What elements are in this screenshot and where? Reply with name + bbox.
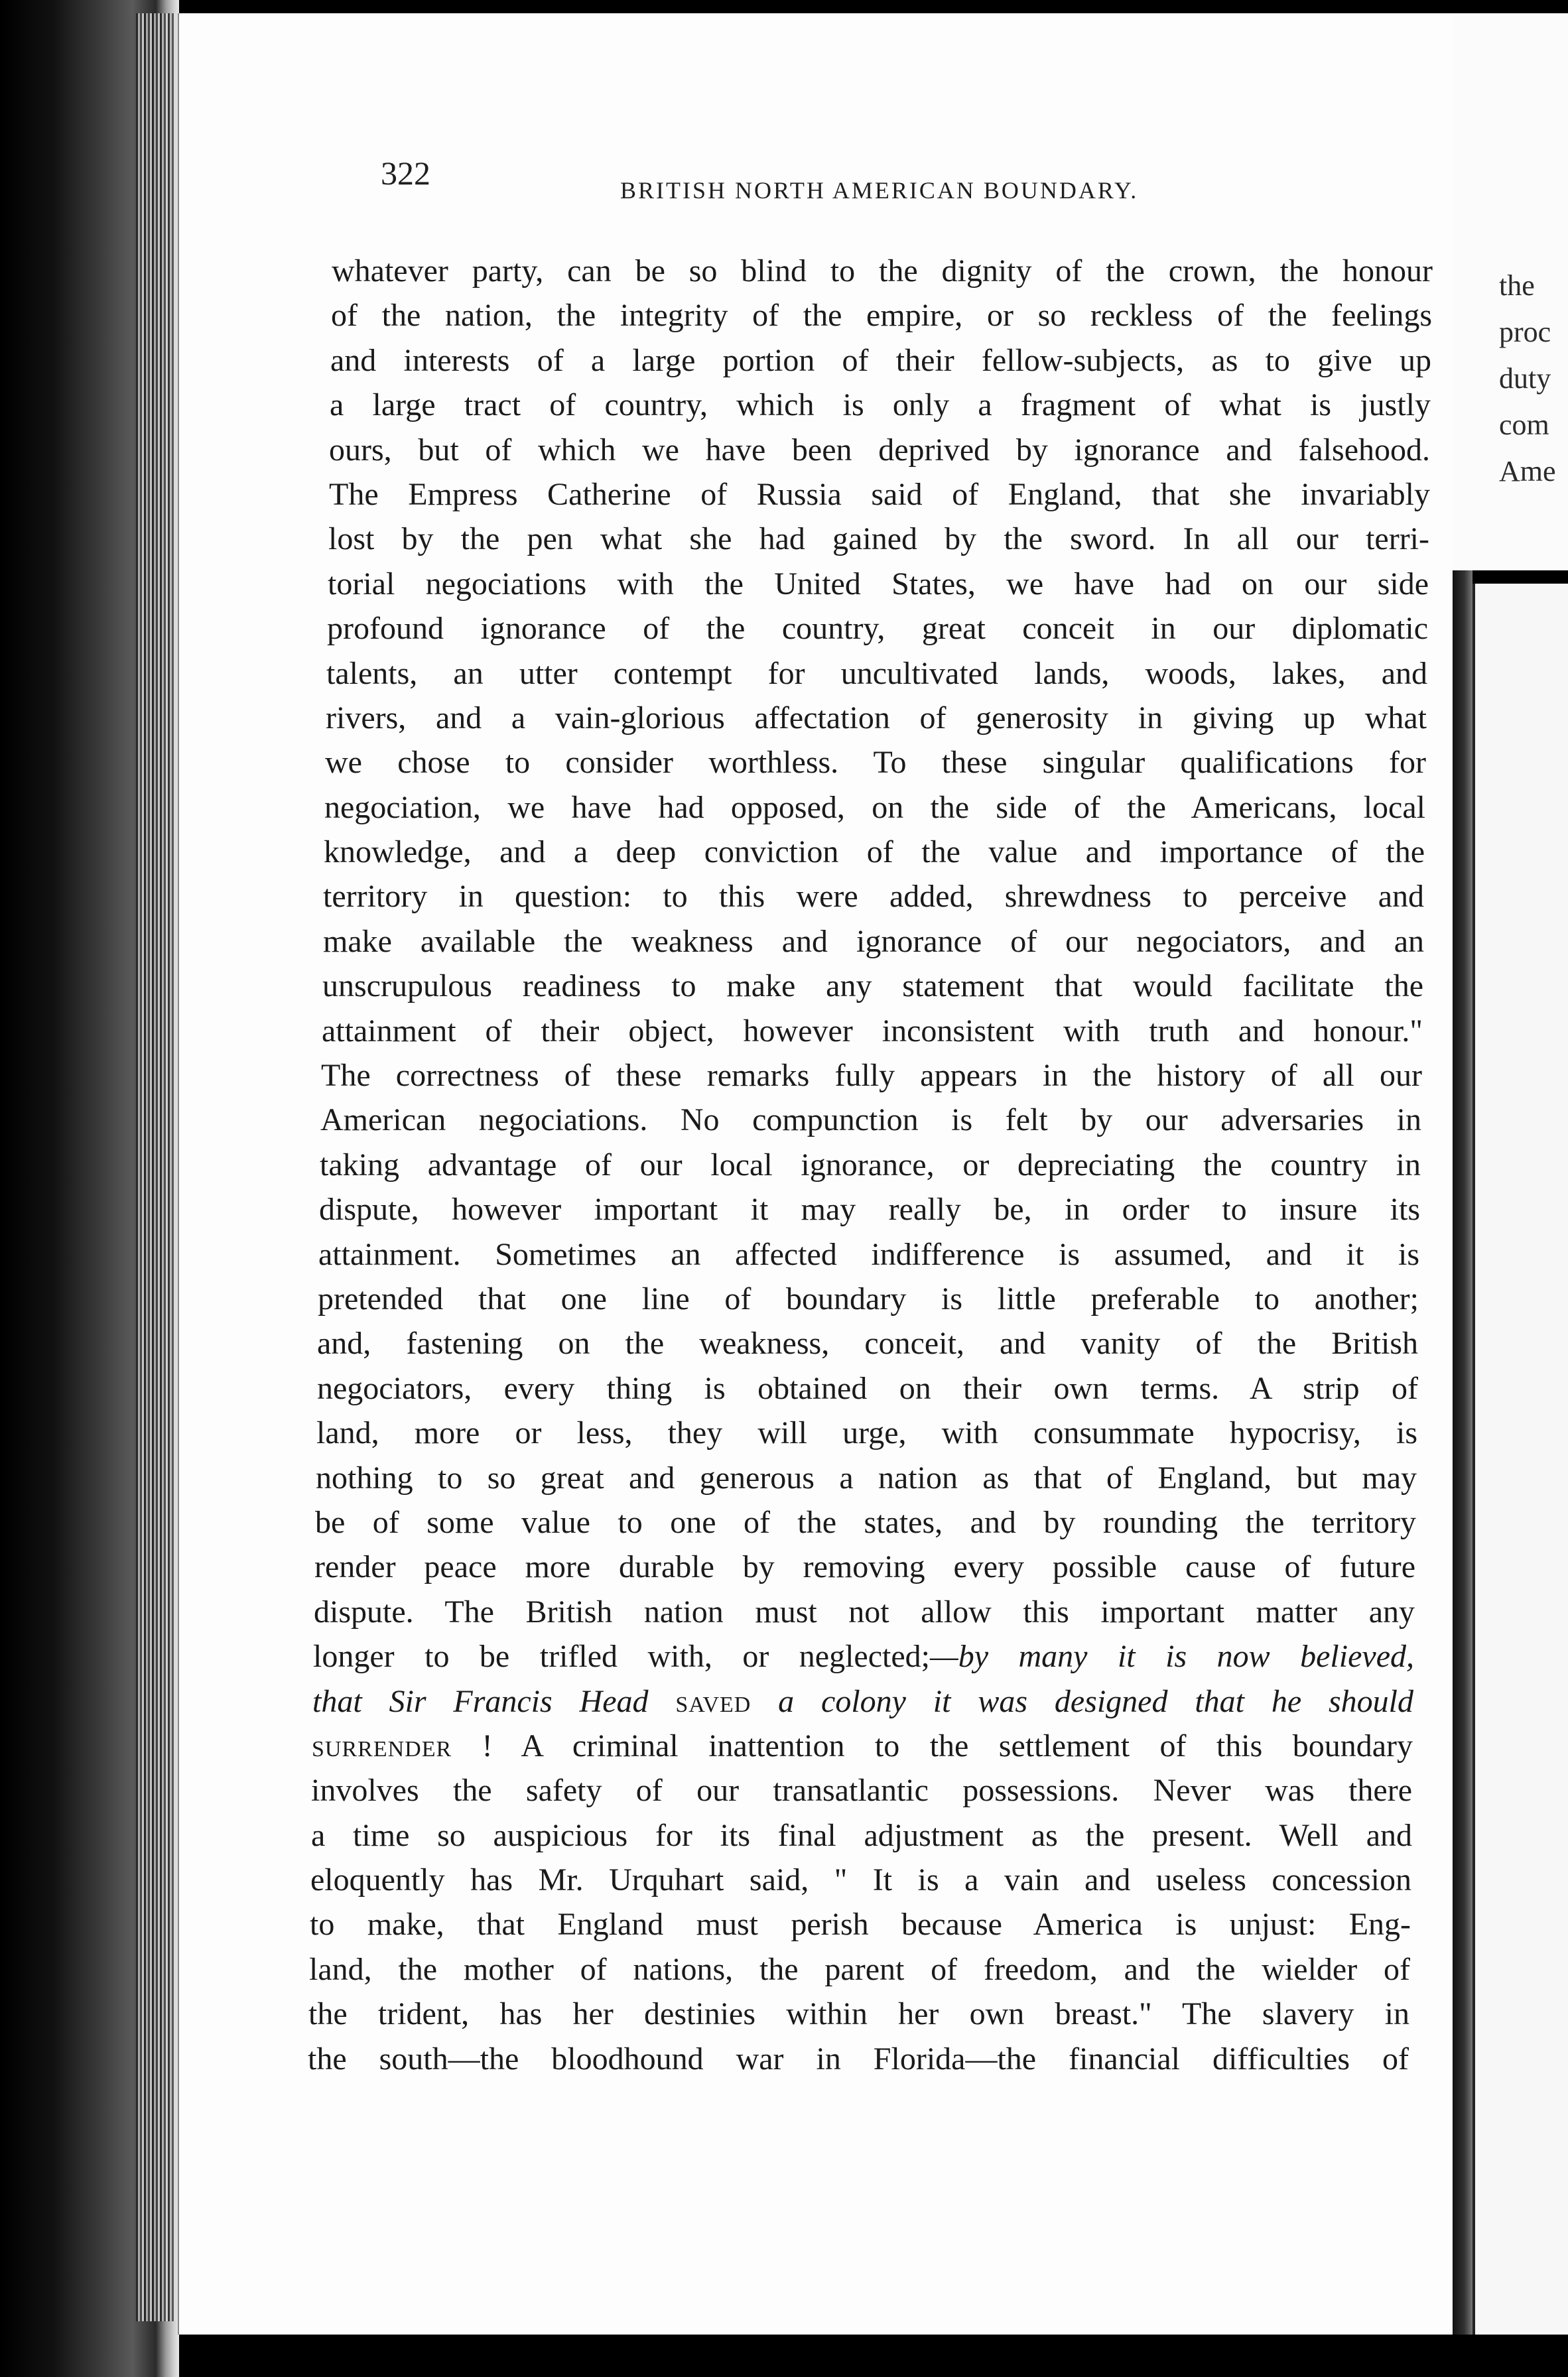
text-line	[314, 1545, 1415, 1589]
text-line	[329, 428, 1430, 472]
line-text: American negociations. No compunction is felt by our adversaries in	[320, 1102, 1421, 1138]
line-text: make available the weakness and ignorance of our negociators, and an	[323, 923, 1424, 959]
text-line	[324, 830, 1425, 874]
text-line	[313, 1634, 1414, 1679]
text-line	[318, 1277, 1419, 1321]
text-line	[330, 383, 1431, 427]
line-text: ours, but of which we have been deprived by ignorance and falsehood.	[329, 432, 1430, 468]
facing-page	[1453, 13, 1568, 570]
line-text: we chose to consider worthless. To these singular qualifications for	[325, 745, 1426, 781]
line-text: involves the safety of our transatlantic possessions. Never was there	[311, 1773, 1412, 1809]
line-text: The correctness of these remarks fully appears in the history of all our	[321, 1058, 1422, 1094]
text-line	[323, 874, 1424, 919]
line-text: profound ignorance of the country, great conceit in our diplomatic	[327, 611, 1428, 647]
text-line	[311, 1768, 1412, 1813]
text-line	[330, 338, 1431, 383]
running-title: BRITISH NORTH AMERICAN BOUNDARY.	[620, 177, 1139, 204]
text-line	[323, 919, 1424, 964]
line-text: lost by the pen what she had gained by the sword. In all our terri-	[328, 521, 1429, 557]
text-line	[321, 1053, 1422, 1098]
text-line	[322, 1009, 1423, 1053]
italic-text: —by many it is now believed,	[930, 1639, 1414, 1675]
text-line	[310, 1902, 1411, 1947]
text-line	[326, 651, 1427, 696]
text-line	[311, 1813, 1412, 1858]
page-number: 322	[381, 155, 430, 192]
text-line	[308, 2037, 1409, 2081]
italic-text: that Sir Francis Head	[312, 1683, 676, 1719]
line-text: a time so auspicious for its final adjustment as the present. Well and	[311, 1817, 1412, 1853]
line-text: a large tract of country, which is only a fragment of what is justly	[330, 387, 1431, 423]
text-line	[326, 696, 1427, 740]
line-text: unscrupulous readiness to make any statement that would facilitate the	[322, 968, 1423, 1004]
line-text: longer to be trifled with, or neglected;	[313, 1639, 931, 1675]
small-caps-text: saved	[675, 1683, 751, 1719]
line-text: torial negociations with the United States, we have had on our side	[328, 566, 1429, 602]
text-line	[328, 562, 1429, 606]
facing-fragment: proc	[1499, 316, 1551, 348]
text-line	[320, 1098, 1421, 1142]
line-text: dispute. The British nation must not allow this important matter any	[314, 1594, 1415, 1630]
line-text: talents, an utter contempt for uncultivated lands, woods, lakes, and	[326, 655, 1427, 691]
line-text: of the nation, the integrity of the empire, or so reckless of the feelings	[331, 298, 1432, 334]
text-line	[322, 964, 1423, 1008]
text-line	[316, 1411, 1417, 1455]
line-text: eloquently has Mr. Urquhart said, " It is a vain and useless concession	[310, 1862, 1411, 1898]
line-text: nothing to so great and generous a nation as that of England, but may	[316, 1460, 1417, 1496]
line-text: be of some value to one of the states, and by rounding the territory	[315, 1504, 1416, 1540]
line-text: knowledge, and a deep conviction of the value and importance of the	[324, 834, 1425, 870]
line-text: negociators, every thing is obtained on their own terms. A strip of	[317, 1370, 1418, 1406]
line-text: and, fastening on the weakness, conceit, and vanity of the British	[317, 1326, 1418, 1362]
text-line	[312, 1679, 1413, 1724]
facing-fragment: the	[1499, 269, 1535, 302]
text-line	[315, 1500, 1416, 1545]
line-text: taking advantage of our local ignorance, or depreciating the country in	[320, 1147, 1421, 1183]
line-text: The Empress Catherine of Russia said of England, that she invariably	[329, 476, 1430, 512]
line-text: render peace more durable by removing every possible cause of future	[314, 1549, 1415, 1585]
text-line	[317, 1321, 1418, 1366]
text-line	[320, 1143, 1421, 1187]
line-text: the south—the bloodhound war in Florida—the financial difficulties of	[308, 2041, 1409, 2077]
text-line	[327, 606, 1428, 651]
text-line	[324, 785, 1425, 830]
text-line	[314, 1590, 1415, 1634]
text-line	[308, 1992, 1409, 2036]
line-text: attainment. Sometimes an affected indifference is assumed, and it is	[318, 1236, 1419, 1272]
line-text: territory in question: to this were added, shrewdness to perceive and	[323, 879, 1424, 915]
line-text: negociation, we have had opposed, on the side of the Americans, local	[324, 789, 1425, 825]
facing-fragment: duty	[1499, 362, 1551, 395]
text-line	[310, 1858, 1411, 1902]
text-line	[316, 1456, 1417, 1500]
text-line	[317, 1366, 1418, 1411]
line-text: attainment of their object, however inconsistent with truth and honour."	[322, 1013, 1423, 1049]
text-line	[318, 1232, 1419, 1277]
facing-page-gutter	[1453, 570, 1472, 2335]
line-text: land, more or less, they will urge, with consummate hypocrisy, is	[316, 1415, 1417, 1451]
text-line	[332, 249, 1433, 293]
line-text: ! A criminal inattention to the settlement of this boundary	[452, 1728, 1413, 1764]
line-text: dispute, however important it may really be, in order to insure its	[319, 1192, 1420, 1228]
text-line	[325, 740, 1426, 785]
text-line	[312, 1724, 1413, 1768]
line-text: land, the mother of nations, the parent of freedom, and the wielder of	[309, 1951, 1410, 1987]
line-text: pretended that one line of boundary is little preferable to another;	[318, 1281, 1419, 1317]
small-caps-text: surrender	[312, 1728, 452, 1764]
italic-text: a colony it was designed that he should	[751, 1683, 1413, 1719]
line-text: rivers, and a vain-glorious affectation of generosity in giving up what	[326, 700, 1427, 736]
text-line	[328, 517, 1429, 561]
text-line	[331, 293, 1432, 338]
binding-edge	[136, 13, 176, 2321]
line-text: the trident, has her destinies within her own breast." The slavery in	[308, 1996, 1409, 2032]
text-line	[309, 1947, 1410, 1992]
line-text: and interests of a large portion of their fellow-subjects, as to give up	[330, 342, 1431, 378]
text-line	[319, 1187, 1420, 1232]
text-line	[329, 472, 1430, 517]
facing-fragment: Ame	[1499, 455, 1556, 487]
body-text	[308, 249, 1446, 2081]
line-text: to make, that England must perish because America is unjust: Eng-	[310, 1907, 1411, 1943]
line-text: whatever party, can be so blind to the dignity of the crown, the honour	[332, 253, 1433, 289]
facing-fragment: com	[1499, 409, 1549, 441]
facing-page-lower	[1472, 584, 1568, 2335]
